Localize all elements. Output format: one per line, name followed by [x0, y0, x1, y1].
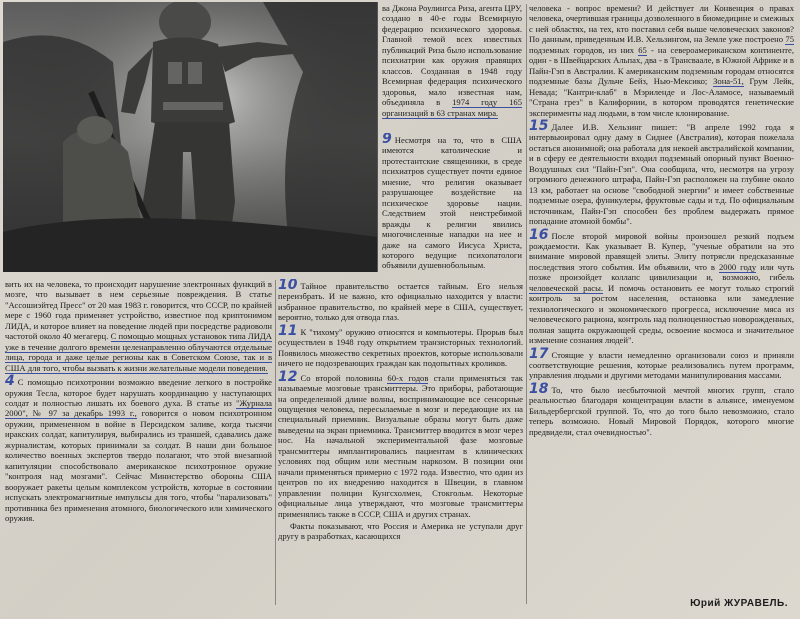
col-c1-underlined: 1974 году 165 организаций в 63 странах мира.: [382, 97, 522, 118]
col-d5-text: То, что было несбыточной мечтой многих групп, стало реальностью благодаря концентрации власти в альянсе, именуемом Бильдербергской группой. То, что до того было невозможно, стало теперь возможно. Новый Мировой Порядок, которого многие предвидели, стал очевидностью".: [529, 384, 794, 437]
column-divider: [275, 280, 276, 605]
col-a2-rest: говорится о новом психотронном оружии, примененном в войне в Персидском заливе, когда тысячи иракских солдат, капитулируя, выбирались из траншей, сдавались даже журналистам, которых принимали за солдат. В наши дни большое количество военных экспертов твердо полагают, что этой внезапной капитуляции способствовало американское психотронное оружие "контроля над мозгами". Сейчас Министерство обороны США вооружает ракеты целым комплексом устройств, которые в состоянии испускать электромагнитные импульсы для того, чтобы "парализовать" противника без применения атомного, биологического или химического оружия.: [5, 408, 272, 523]
paragraph-number-9: 9: [382, 133, 392, 147]
article-photo: [3, 2, 378, 272]
col-b3-text: стали применяться так называемые мозговые трансмиттеры. Это приборы, работающие на определенной длине волны, воспринимающие все сенсорные ощущения человека, пересылаемые в мозг и передающие их на специальный приемник. Визуальные образы могут быть даже выведены на экран приемника. Трансмиттер вводится в мозг через нос. На начальной экспериментальной фазе мозговые трансмиттеры имплантировались пациентам в клинических условиях под общим или местным наркозом. В позиции они начали применяться примерно с 1972 года. Известно, что один из центров по их внедрению находится в Швеции, в главном управлении полиции Кунгсхолмен, Стокгольм. Некоторые официальные лица утверждают, что мозговые трансмиттеры применялись также в СССР, США и других странах.: [278, 372, 523, 519]
col-d4-text: Стоящие у власти немедленно организовали союз и приняли соответствующие решения, которые реализовались путем программ, управления людьми и другими методами манипулирования массами.: [529, 349, 794, 381]
col-a2-text: С помощью психотронии возможно введение легкого в постройке оружия Тесла, которое будет нарушать координацию у наступающих солдат и полностью лишать их боевого духа. В статье из: [5, 377, 272, 408]
col-c1-text: вa Джона Роулингса Риза, агента ЦРУ, создано в 40-е годы Всемирную федерацию психического здоровья. Главной темой всех известных публикаций Риза было использование психиатрии как оружия правящих классов. Созданная в 1948 году Всемирная федерация психического здоровья, мало известная нам, объединяла в: [382, 3, 522, 108]
col-d1-text-c: - на североамериканском континенте, один - в Швейцарских Альпах, два - в Трансваале, в Южной Африке и в Пайн-Гэп в Австралии. К американским подземным городам относятся подземные базы Дульче Бейз, Нью-Мексико;: [529, 44, 794, 87]
col-b3-underlined: 60-х годов: [387, 372, 429, 383]
paragraph-number-11: 11: [278, 322, 298, 339]
author-signature: Юрий ЖУРАВЕЛЬ.: [690, 598, 788, 609]
column-c-top: [382, 3, 522, 131]
paragraph-number-15: 15: [529, 117, 549, 134]
col-d3-mark-2000: 2000 году: [718, 261, 757, 272]
column-d: [529, 3, 794, 588]
col-d1-mark-65: 65: [638, 44, 647, 55]
paragraph-number-18: 18: [529, 380, 549, 397]
col-d3-text: После второй мировой войны произошел резкий подъем рождаемости. Как указывает В. Купер, "ученые обратили на это внимание мировой правящей элиты. Элиту потрясли предсказанные последствия этого события. Им объявили, что в: [529, 230, 794, 272]
col-c2-text: Несмотря на то, что в США имеются католические и протестантские священники, в среде психиатров существует почти единое мнение, что религия оказывает разрушающее воздействие на психическое здоровье нации. Следствием этой неистребимой вражды к религии явились многочисленные нападки на нее и даже на самого Иисуса Христа, которого ведущие психопатологи объявили душевнобольным.: [382, 135, 522, 271]
col-d1-mark-75: 75: [785, 34, 794, 45]
col-b3-pre: Со второй половины: [300, 372, 383, 383]
column-divider: [526, 4, 527, 604]
soldier-image: [3, 2, 377, 272]
col-b2-text: К "тихому" оружию относятся и компьютеры. Прорыв был осуществлен в 1948 году открытием транзисторных технологий. Появилось множество секретных проектов, которые использовали ничего не подозревающих граждан как подопытных кроликов.: [278, 326, 523, 369]
column-b: [278, 279, 523, 609]
col-d3-text-c: И помочь остановить ее могут только строгий контроль за ростом населения, остановка или замедление технологического и экономического прогресса, исключение мяса из человеческого рациона, контроль над полноценностью новорожденных, полная защита окружающей среды, освоение космоса и значительное изменение сознания людей".: [529, 282, 794, 346]
col-d2-text: Далее И.В. Хельзинг пишет: "В апреле 1992 года я интервьюировал одну даму в Сиднее (Австралия), которая пожелала остаться анонимной; она работала для некоей австралийской компании, и в сферу ее деятельности входил подземный опорный пункт Военно-Воздушных сил "Пайн-Гэп". Она сообщила, что, несмотря на угрозу огромного денежного штрафа, Пайн-Гэп расположен на глубине около 13 км, работает на основе "свободной энергии" и имеет собственные подземные озера, фуникулеры, фруктовые сады и т.д. По официальным источникам, Пайн-Гэп способен без проблем выдержать прямое попадание атомной бомбы".: [529, 121, 794, 227]
paragraph-number-17: 17: [529, 345, 549, 362]
paragraph-number-12: 12: [278, 368, 298, 385]
col-d1-mark-zone: Зона-51,: [713, 76, 744, 87]
column-c-middle: [382, 133, 522, 273]
col-a-underlined: С помощью мощных установок типа ЛИДА уже в течение долгого времени целенаправленно облучаются отдельные лица, города и даже целые регионы как в Советском Союзе, так и в США для того, чтобы вызвать к жизни желательные модели поведения.: [5, 331, 272, 373]
col-d3-mark-race: человеческой расы.: [529, 282, 603, 293]
col-a2-underlined: "Журнала 2000", № 97 за декабрь 1993 г.,: [5, 397, 272, 419]
paragraph-number-16: 16: [529, 226, 549, 243]
col-a-text: вить их на человека, то происходит нарушение электронных функций в мозге, что вызывает в нем серьезные повреждения. В статье "Ассошиэйтед Пресс" от 20 мая 1983 г. говорится, что СССР, по крайней мере с 1960 года применяет устройство, известное под криптонимом ЛИДА, и которое влияет на поведение людей при посредстве радиоволн частотой около 40 мегагерц.: [5, 279, 272, 342]
col-d1-text: человека - вопрос времени? И действует ли Конвенция о правах человека, очертившая границы дозволенного в биомедицине и смежных с ней областях, на тех, кто поставил себя выше человеческих законов? По данным, приведенным И.В. Хельзингом, на Земле уже построено: [529, 3, 794, 45]
col-d1-text-b: подземных городов, из них: [529, 44, 635, 55]
column-a: [5, 279, 272, 609]
col-d3-text-b: или чуть позже произойдет коллапс цивилизации и, возможно, гибель: [529, 261, 794, 283]
col-d1-text-d: Грум Лейк, Невада; "Кантри-клаб" в Мэриленде и Лос-Аламосе, называемый "Страна грез" в Калифорнии, в котором проводятся генетические эксперименты над людьми, в том числе клонирование.: [529, 76, 794, 118]
col-b1-text: Тайное правительство остается тайным. Его нельзя переизбрать. И не важно, кто официально находится у власти: избранное правительство, по крайней мере в США, существует, вероятно, только для отвода глаз.: [278, 281, 523, 323]
paragraph-number-10: 10: [278, 279, 298, 293]
col-b4-text: Факты показывают, что Россия и Америка не уступали друг другу в разработках, касающихся: [278, 520, 523, 542]
paragraph-number-4: 4: [5, 373, 15, 390]
